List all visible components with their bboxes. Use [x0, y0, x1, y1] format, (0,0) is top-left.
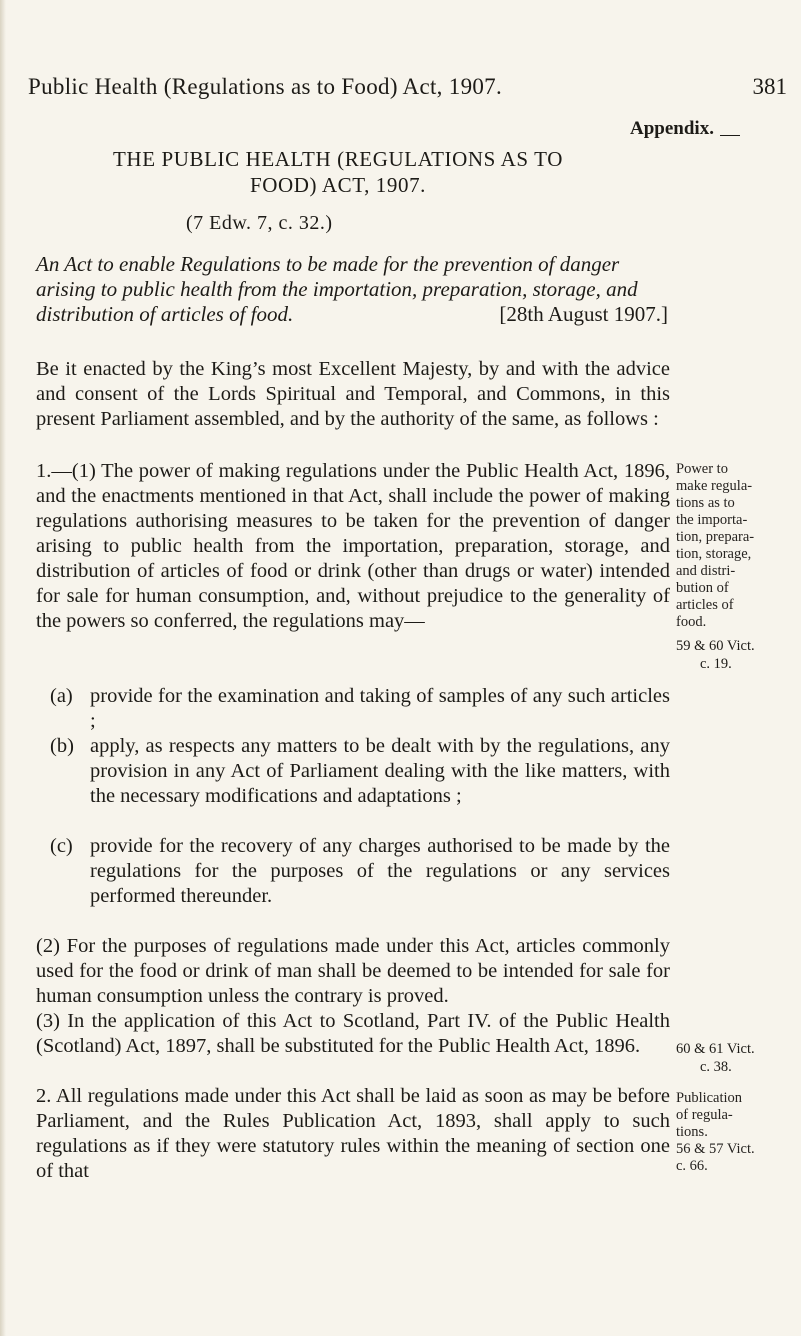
margin-reference: c. 19.: [700, 656, 732, 672]
margin-note-line: the importa-: [676, 512, 748, 528]
item-label: (b): [50, 735, 74, 757]
subsection-3: (3) In the application of this Act to Scotland, Part IV. of the Public Health (Scotland) Act, 1897, shall be substituted for the Public Health Act, 1896.: [36, 1010, 670, 1057]
act-title-line-2: FOOD) ACT, 1907.: [249, 173, 427, 197]
appendix-dash: [720, 135, 740, 136]
list-item: [50, 734, 670, 809]
margin-note-line: Publication: [676, 1090, 743, 1106]
item-label: (c): [50, 835, 73, 857]
item-text: provide for the examination and taking of samples of any such articles ;: [90, 685, 670, 732]
margin-note-line: food.: [676, 614, 707, 630]
section-1-margin-note: [676, 461, 800, 631]
act-title: [58, 146, 618, 198]
page-number: 381: [752, 74, 787, 99]
list-item: [50, 684, 670, 734]
margin-note-line: tions.: [676, 1124, 708, 1140]
margin-note-line: make regula-: [676, 478, 753, 494]
margin-reference: 59 & 60 Vict.: [676, 638, 755, 654]
appendix-label: Appendix.: [630, 118, 714, 139]
section-1-text: 1.—(1) The power of making regulations under the Public Health Act, 1896, and the enactments mentioned in that Act, shall include the power of making regulations authorising measures to be taken for the prevention of danger arising to public health from the importation, preparation, storage, and distribution of articles of food or drink (other than drugs or water) intended for sale for human consumption, and, without prejudice to the generality of the powers so conferred, the regulations may—: [36, 460, 670, 632]
long-title-text: An Act to enable Regulations to be made for the prevention of danger arising to public health from the importation, preparation, storage, and distribution of articles of food.: [36, 252, 638, 326]
margin-note-line: bution of: [676, 580, 729, 596]
section-2-margin-note: [676, 1090, 800, 1175]
chapter-citation: (7 Edw. 7, c. 32.): [186, 212, 333, 234]
margin-note-line: tion, storage,: [676, 546, 752, 562]
margin-note-line: 56 & 57 Vict.: [676, 1141, 755, 1157]
list-item: [50, 834, 670, 909]
margin-note-line: articles of: [676, 597, 734, 613]
page-binding-shadow: [0, 0, 6, 1336]
margin-note-line: c. 66.: [676, 1158, 708, 1174]
margin-reference: 60 & 61 Vict.: [676, 1041, 755, 1057]
assent-date: [28th August 1907.]: [499, 302, 668, 326]
long-title: [36, 252, 668, 327]
margin-reference: c. 38.: [700, 1059, 732, 1075]
subsection-2: (2) For the purposes of regulations made under this Act, articles commonly used for the food or drink of man shall be deemed to be intended for sale for human consumption unless the contrary is proved.: [36, 935, 670, 1007]
margin-note-line: of regula-: [676, 1107, 733, 1123]
margin-note-line: tions as to: [676, 495, 735, 511]
margin-note-line: tion, prepara-: [676, 529, 755, 545]
enacting-formula: Be it enacted by the King’s most Excellent Majesty, by and with the advice and consent of the Lords Spiritual and Temporal, and Commons, in this present Parliament assembled, and by the authority of the same, as follows :: [36, 358, 670, 430]
running-head: Public Health (Regulations as to Food) Act, 1907.: [28, 74, 503, 99]
margin-note-line: and distri-: [676, 563, 736, 579]
item-text: apply, as respects any matters to be dealt with by the regulations, any provision in any Act of Parliament dealing with the like matters, with the necessary modifications and adaptations ;: [90, 735, 670, 807]
section-2-text: 2. All regulations made under this Act shall be laid as soon as may be before Parliament, and the Rules Publication Act, 1893, shall apply to such regulations as if they were statutory rules within the meaning of section one of that: [36, 1085, 670, 1182]
margin-note-line: Power to: [676, 461, 728, 477]
item-label: (a): [50, 685, 73, 707]
item-text: provide for the recovery of any charges authorised to be made by the regulations for the purposes of the regulations or any services performed thereunder.: [90, 835, 670, 907]
act-title-line-1: THE PUBLIC HEALTH (REGULATIONS AS TO: [113, 147, 563, 171]
